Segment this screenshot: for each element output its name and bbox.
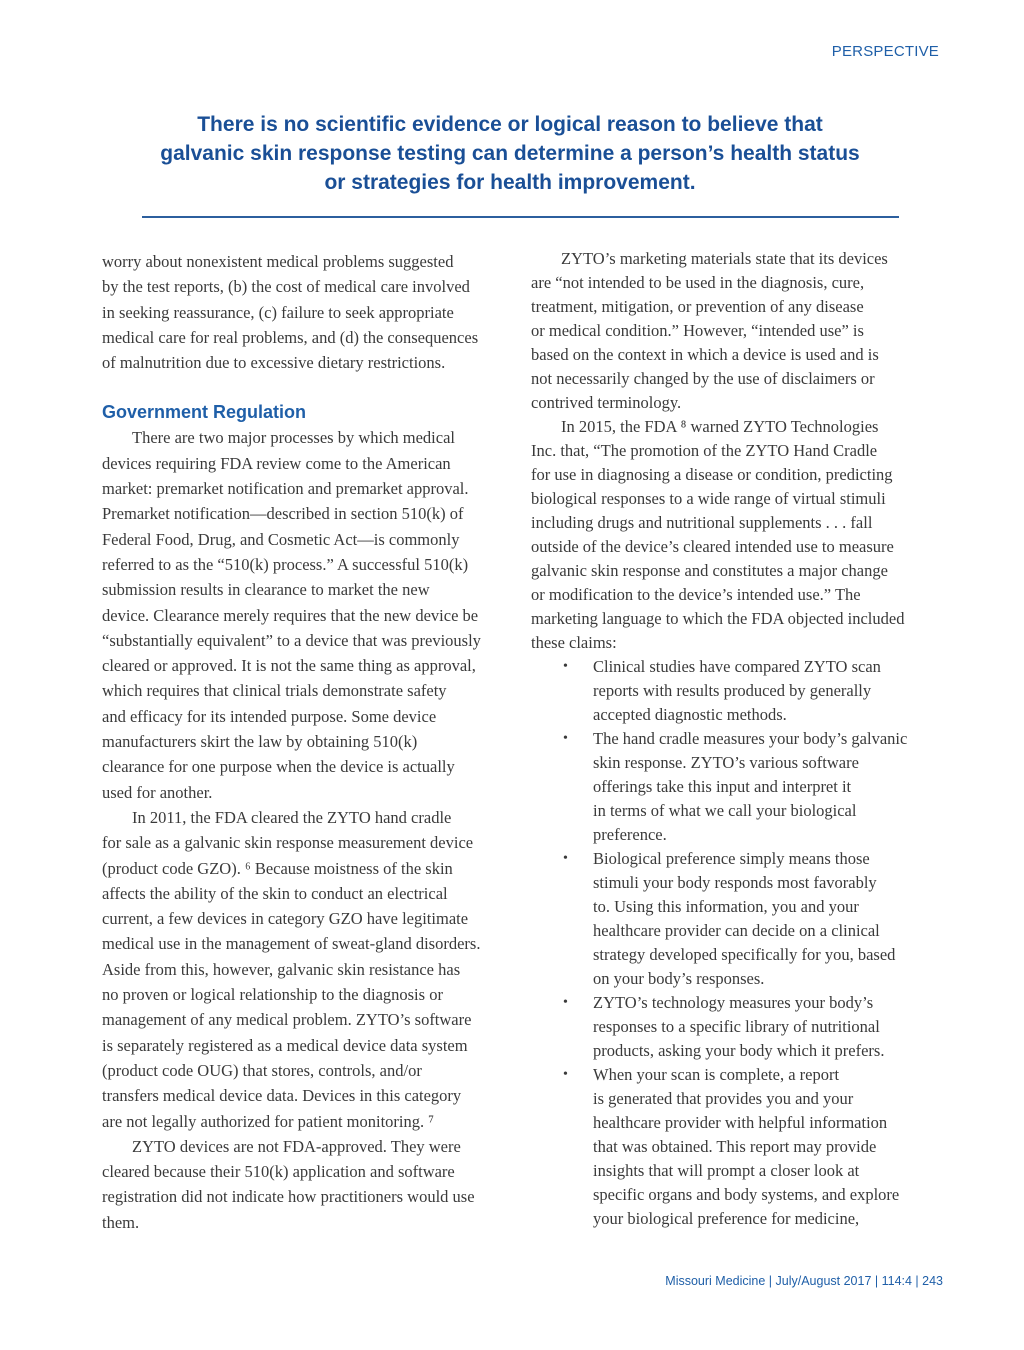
text-line: based on the context in which a device is used and is [531,345,879,364]
text-line: The hand cradle measures your body’s galvanic [593,729,908,748]
paragraph [102,249,512,375]
text-line: devices requiring FDA review come to the American [102,453,451,473]
text-line: offerings take this input and interpret it [593,777,852,796]
paragraph [102,425,512,804]
text-line: Aside from this, however, galvanic skin resistance has [102,959,461,979]
paragraph [531,415,941,655]
bullet-item [531,1063,941,1231]
pull-quote-line: galvanic skin response testing can determine a person’s health status [160,142,860,165]
text-line: medical care for real problems, and (d) the consequences [102,327,479,347]
text-line: which requires that clinical trials demonstrate safety [102,681,447,701]
text-line: used for another. [102,782,213,802]
text-line: not necessarily changed by the use of disclaimers or [531,369,875,388]
text-line: your biological preference for medicine, [593,1209,860,1228]
text-line: products, asking your body which it prefers. [593,1041,885,1060]
text-line: these claims: [531,633,617,652]
text-line: When your scan is complete, a report [593,1065,840,1084]
text-line: ZYTO’s technology measures your body’s [593,993,874,1012]
text-line: on your body’s responses. [593,969,765,988]
text-line: healthcare provider can decide on a clinical [593,921,880,940]
text-line: in terms of what we call your biological [593,801,857,820]
text-line: for sale as a galvanic skin response measurement device [102,833,474,853]
text-line: In 2015, the FDA ⁸ warned ZYTO Technologies [561,417,879,436]
text-line: affects the ability of the skin to conduct an electrical [102,883,448,903]
text-line: contrived terminology. [531,393,682,412]
text-line: galvanic skin response and constitutes a major change [531,561,888,580]
text-line: marketing language to which the FDA objected included [531,609,905,628]
paragraph [531,247,941,415]
left-column [102,249,512,1235]
text-line: cleared or approved. It is not the same thing as approval, [102,656,476,676]
paragraph [102,805,512,1134]
text-line: Clinical studies have compared ZYTO scan [593,657,881,676]
divider [142,216,899,218]
bullet-item [531,847,941,991]
section-heading: Government Regulation [102,402,307,423]
text-line: cleared because their 510(k) application and software [102,1162,455,1182]
text-line: no proven or logical relationship to the diagnosis or [102,985,443,1005]
text-line: market: premarket notification and premarket approval. [102,479,469,499]
section-label: PERSPECTIVE [831,43,939,60]
text-line: worry about nonexistent medical problems suggested [102,252,454,271]
text-line: or modification to the device’s intended use.” The [531,585,861,604]
text-line: clearance for one purpose when the device is actually [102,757,455,777]
pull-quote [100,110,920,197]
text-line: stimuli your body responds most favorably [593,873,877,892]
text-line: specific organs and body systems, and explore [593,1185,900,1204]
text-line: responses to a specific library of nutritional [593,1017,880,1036]
bullet-icon: • [563,995,568,1010]
text-line: reports with results produced by generally [593,681,872,700]
text-line: (product code OUG) that stores, controls, and/or [102,1060,422,1080]
text-line: that was obtained. This report may provide [593,1137,877,1156]
text-line: referred to as the “510(k) process.” A successful 510(k) [102,554,469,574]
text-line: In 2011, the FDA cleared the ZYTO hand cradle [132,807,452,827]
bullet-icon: • [563,731,568,746]
bullet-item [531,655,941,727]
bullet-icon: • [563,1067,568,1082]
text-line: strategy developed specifically for you, based [593,945,896,964]
text-line: biological responses to a wide range of virtual stimuli [531,489,886,508]
bullet-icon: • [563,851,568,866]
text-line: outside of the device’s cleared intended use to measure [531,537,894,556]
text-line: by the test reports, (b) the cost of medical care involved [102,277,470,297]
text-line: skin response. ZYTO’s various software [593,753,859,772]
bullet-item [531,727,941,847]
text-line: (product code GZO). ⁶ Because moistness of the skin [102,858,453,878]
text-line: current, a few devices in category GZO have legitimate [102,909,469,929]
text-line: including drugs and nutritional supplements . . . fall [531,513,873,532]
text-line: are not legally authorized for patient monitoring. ⁷ [102,1111,434,1131]
text-line: to. Using this information, you and your [593,897,859,916]
text-line: ZYTO devices are not FDA-approved. They were [132,1136,461,1156]
text-line: management of any medical problem. ZYTO’s software [102,1010,472,1030]
text-line: Federal Food, Drug, and Cosmetic Act—is commonly [102,529,460,549]
text-line: is generated that provides you and your [593,1089,854,1108]
text-line: or medical condition.” However, “intended use” is [531,321,864,340]
text-line: is separately registered as a medical device data system [102,1035,468,1055]
text-line: medical use in the management of sweat-gland disorders. [102,934,481,954]
pull-quote-line: There is no scientific evidence or logical reason to believe that [197,113,823,136]
text-line: them. [102,1212,140,1232]
text-line: are “not intended to be used in the diagnosis, cure, [531,273,865,292]
text-line: manufacturers skirt the law by obtaining 510(k) [102,732,418,752]
text-line: preference. [593,825,667,844]
text-line: submission results in clearance to market the new [102,580,430,600]
text-line: “substantially equivalent” to a device that was previously [102,630,481,650]
text-line: of malnutrition due to excessive dietary restrictions. [102,353,446,373]
text-line: Biological preference simply means those [593,849,870,868]
text-line: device. Clearance merely requires that the new device be [102,605,479,625]
text-line: There are two major processes by which medical [132,428,455,448]
bullet-icon: • [563,659,568,674]
text-line: healthcare provider with helpful information [593,1113,888,1132]
paragraph [102,1134,512,1235]
right-column [531,247,941,1231]
text-line: and efficacy for its intended purpose. Some device [102,706,437,726]
bullet-item [531,991,941,1063]
text-line: treatment, mitigation, or prevention of any disease [531,297,864,316]
text-line: accepted diagnostic methods. [593,705,787,724]
text-line: ZYTO’s marketing materials state that its devices [561,249,888,268]
text-line: insights that will prompt a closer look at [593,1161,860,1180]
text-line: in seeking reassurance, (c) failure to seek appropriate [102,302,454,322]
text-line: Inc. that, “The promotion of the ZYTO Hand Cradle [531,441,878,460]
text-line: registration did not indicate how practitioners would use [102,1187,475,1207]
text-line: transfers medical device data. Devices in this category [102,1086,462,1106]
pull-quote-line: or strategies for health improvement. [324,171,696,194]
text-line: Premarket notification—described in section 510(k) of [102,504,464,524]
text-line: for use in diagnosing a disease or condition, predicting [531,465,893,484]
page-footer: Missouri Medicine | July/August 2017 | 114:4 | 243 [665,1274,943,1288]
